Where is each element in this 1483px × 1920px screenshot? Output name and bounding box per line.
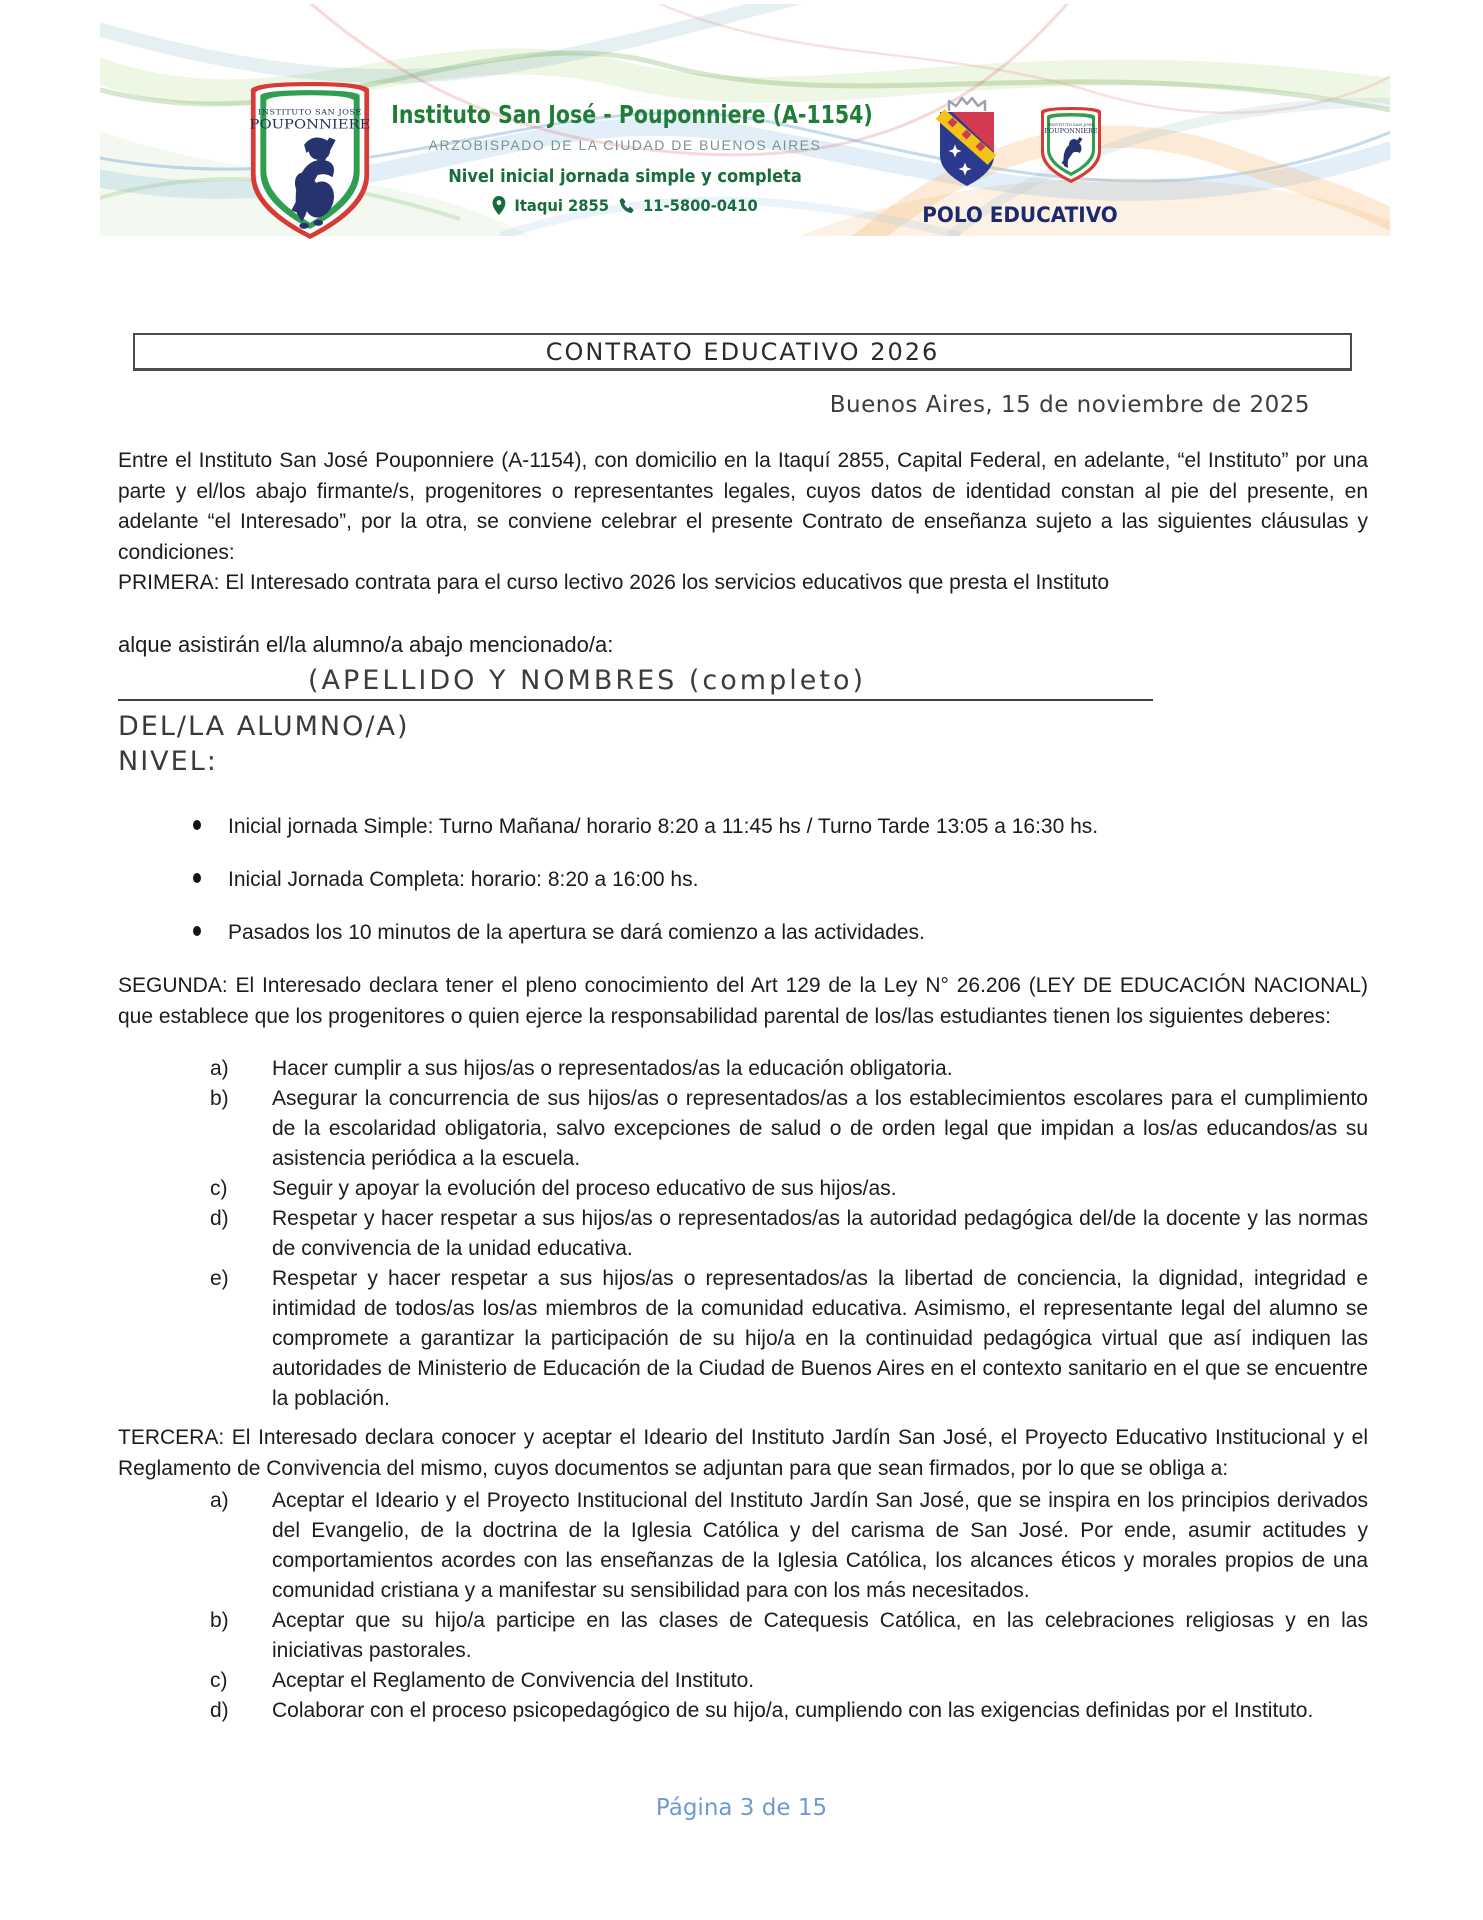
obligation-text: Colaborar con el proceso psicopedagógico de su hijo/a, cumpliendo con las exigencias definidas por el Instituto. [272, 1699, 1314, 1722]
phone-icon [618, 197, 634, 214]
obligation-row [210, 1486, 1368, 1606]
contract-title-box [133, 333, 1352, 371]
crest-text-line2: POUPONNIERE [249, 117, 371, 133]
obligation-label: c) [210, 1177, 228, 1200]
obligation-text: Aceptar el Reglamento de Convivencia del Instituto. [272, 1669, 755, 1692]
obligation-label: b) [210, 1087, 229, 1110]
schedule-bullet-item [118, 812, 1368, 842]
obligation-row [210, 1606, 1368, 1666]
svg-text:INSTITUTO SAN JOSÉ: INSTITUTO SAN JOSÉ [1047, 122, 1095, 127]
clause-tercera: TERCERA: El Interesado declara conocer y aceptar el Ideario del Instituto Jardín San José, el Proyecto Educativo Institucional y el Reglamento de Convivencia del mismo, cuyos documentos se adjuntan para que sean firmados, por lo que se obliga a: [118, 1426, 1368, 1480]
polo-shields [900, 96, 1140, 189]
schedule-bullet-text: Inicial Jornada Completa: horario: 8:20 a 16:00 hs. [228, 868, 699, 891]
obligation-row [210, 1264, 1368, 1414]
obligation-text: Respetar y hacer respetar a sus hijos/as o representados/as la libertad de conciencia, la dignidad, integridad e intimidad de todos/as los/as miembros de la comunidad educativa. Asimismo, el representante legal del alumno se compromete a garantizar la participación de su hijo/a en la continuidad pedagógica virtual que así indiquen las autoridades de Ministerio de Educación de la Ciudad de Buenos Aires en el contexto sanitario en el que se encuentre la población. [272, 1267, 1368, 1410]
bullet-dot-icon [193, 926, 201, 936]
school-name: Instituto San José - Pouponniere (A-1154) [391, 100, 873, 129]
date-line: Buenos Aires, 15 de noviembre de 2025 [829, 392, 1310, 418]
obligation-label: d) [210, 1207, 229, 1230]
obligation-label: a) [210, 1489, 229, 1512]
obligation-label: a) [210, 1057, 229, 1080]
contract-title: CONTRATO EDUCATIVO 2026 [545, 337, 940, 366]
obligation-row [210, 1666, 1368, 1696]
schedule-bullet-text: Inicial jornada Simple: Turno Mañana/ horario 8:20 a 11:45 hs / Turno Tarde 13:05 a 16:30 hs. [228, 815, 1099, 838]
clause-segunda: SEGUNDA: El Interesado declara tener el pleno conocimiento del Art 129 de la Ley N° 26.206 (LEY DE EDUCACIÓN NACIONAL) que establece que los progenitores o quien ejerce la responsabilidad parental de los/las estudiantes tienen los siguientes deberes: [118, 974, 1368, 1028]
obligation-label: d) [210, 1699, 229, 1722]
obligation-label: c) [210, 1669, 228, 1692]
schedule-bullet-text: Pasados los 10 minutos de la apertura se dará comienzo a las actividades. [228, 921, 925, 944]
del-la-alumno-line: DEL/LA ALUMNO/A) [118, 711, 410, 742]
obligation-row [210, 1174, 1368, 1204]
bullet-dot-icon [193, 873, 201, 883]
obligation-row [210, 1054, 1368, 1084]
header [100, 4, 1390, 236]
school-crest-small [1038, 106, 1104, 184]
segunda-obligations-list [118, 1054, 1368, 1414]
obligation-row [210, 1084, 1368, 1174]
page-number: Página 3 de 15 [655, 1795, 828, 1821]
schedule-bullet-list [118, 812, 1368, 948]
schedule-bullet-item [118, 865, 1368, 895]
obligation-row [210, 1696, 1368, 1726]
address-text: Itaqui 2855 [514, 196, 610, 215]
student-attend-line: alque asistirán el/la alumno/a abajo mencionado/a: [118, 631, 614, 657]
schedule-bullet-item [118, 918, 1368, 948]
intro-paragraph: Entre el Instituto San José Pouponniere (A-1154), con domicilio en la Itaquí 2855, Capital Federal, en adelante, “el Instituto” por una parte y el/los abajo firmante/s, progenitores o representantes legales, cuyos datos de identidad constan al pie del presente, en adelante “el Interesado”, por la otra, se conviene celebrar el presente Contrato de enseñanza sujeto a las siguientes cláusulas y condiciones: [118, 449, 1368, 564]
crest-text-line1: INSTITUTO SAN JOSÉ [257, 107, 363, 117]
obligation-label: e) [210, 1267, 229, 1290]
nivel-line: NIVEL: [118, 746, 218, 777]
crown-icon [949, 98, 985, 111]
polo-educativo-crest [936, 96, 998, 189]
phone-text: 11-5800-0410 [643, 196, 758, 215]
header-titles [340, 100, 910, 215]
polo-educativo-group [900, 96, 1140, 227]
obligation-label: b) [210, 1609, 229, 1632]
obligation-text: Seguir y apoyar la evolución del proceso educativo de sus hijos/as. [272, 1177, 897, 1200]
obligation-text: Hacer cumplir a sus hijos/as o representados/as la educación obligatoria. [272, 1057, 953, 1080]
apellido-nombres-line: (APELLIDO Y NOMBRES (completo) [118, 665, 1153, 701]
svg-text:POUPONNIERE: POUPONNIERE [1044, 127, 1098, 135]
bullet-dot-icon [193, 820, 201, 830]
tercera-obligations-list [118, 1486, 1368, 1726]
location-pin-icon [492, 196, 505, 215]
obligation-row [210, 1204, 1368, 1264]
clause-primera: PRIMERA: El Interesado contrata para el curso lectivo 2026 los servicios educativos que presta el Instituto [118, 571, 1109, 594]
obligation-text: Asegurar la concurrencia de sus hijos/as o representados/as a los establecimientos escolares para el cumplimiento de la escolaridad obligatoria, salvo excepciones de salud o de orden legal que impidan a los/as educandos/as su asistencia periódica a la escuela. [272, 1087, 1368, 1170]
contact-row [363, 196, 887, 215]
obligation-text: Respetar y hacer respetar a sus hijos/as o representados/as la autoridad pedagógica del/de la docente y las normas de convivencia de la unidad educativa. [272, 1207, 1368, 1260]
obligation-text: Aceptar que su hijo/a participe en las clases de Catequesis Católica, en las celebraciones religiosas y en las iniciativas pastorales. [272, 1609, 1368, 1662]
polo-educativo-label: POLO EDUCATIVO [922, 203, 1118, 227]
obligation-text: Aceptar el Ideario y el Proyecto Institucional del Instituto Jardín San José, que se inspira en los principios derivados del Evangelio, de la doctrina de la Iglesia Católica y del carisma de San José. Por ende, asumir actitudes y comportamientos acordes con las enseñanzas de la Iglesia Católica, los alcances éticos y morales propios de una comunidad cristiana y a manifestar su sensibilidad para con los más necesitados. [272, 1489, 1368, 1602]
document-body [118, 446, 1368, 1726]
level-line: Nivel inicial jornada simple y completa [448, 166, 802, 187]
school-subtitle: ARZOBISPADO DE LA CIUDAD DE BUENOS AIRES [428, 137, 822, 153]
